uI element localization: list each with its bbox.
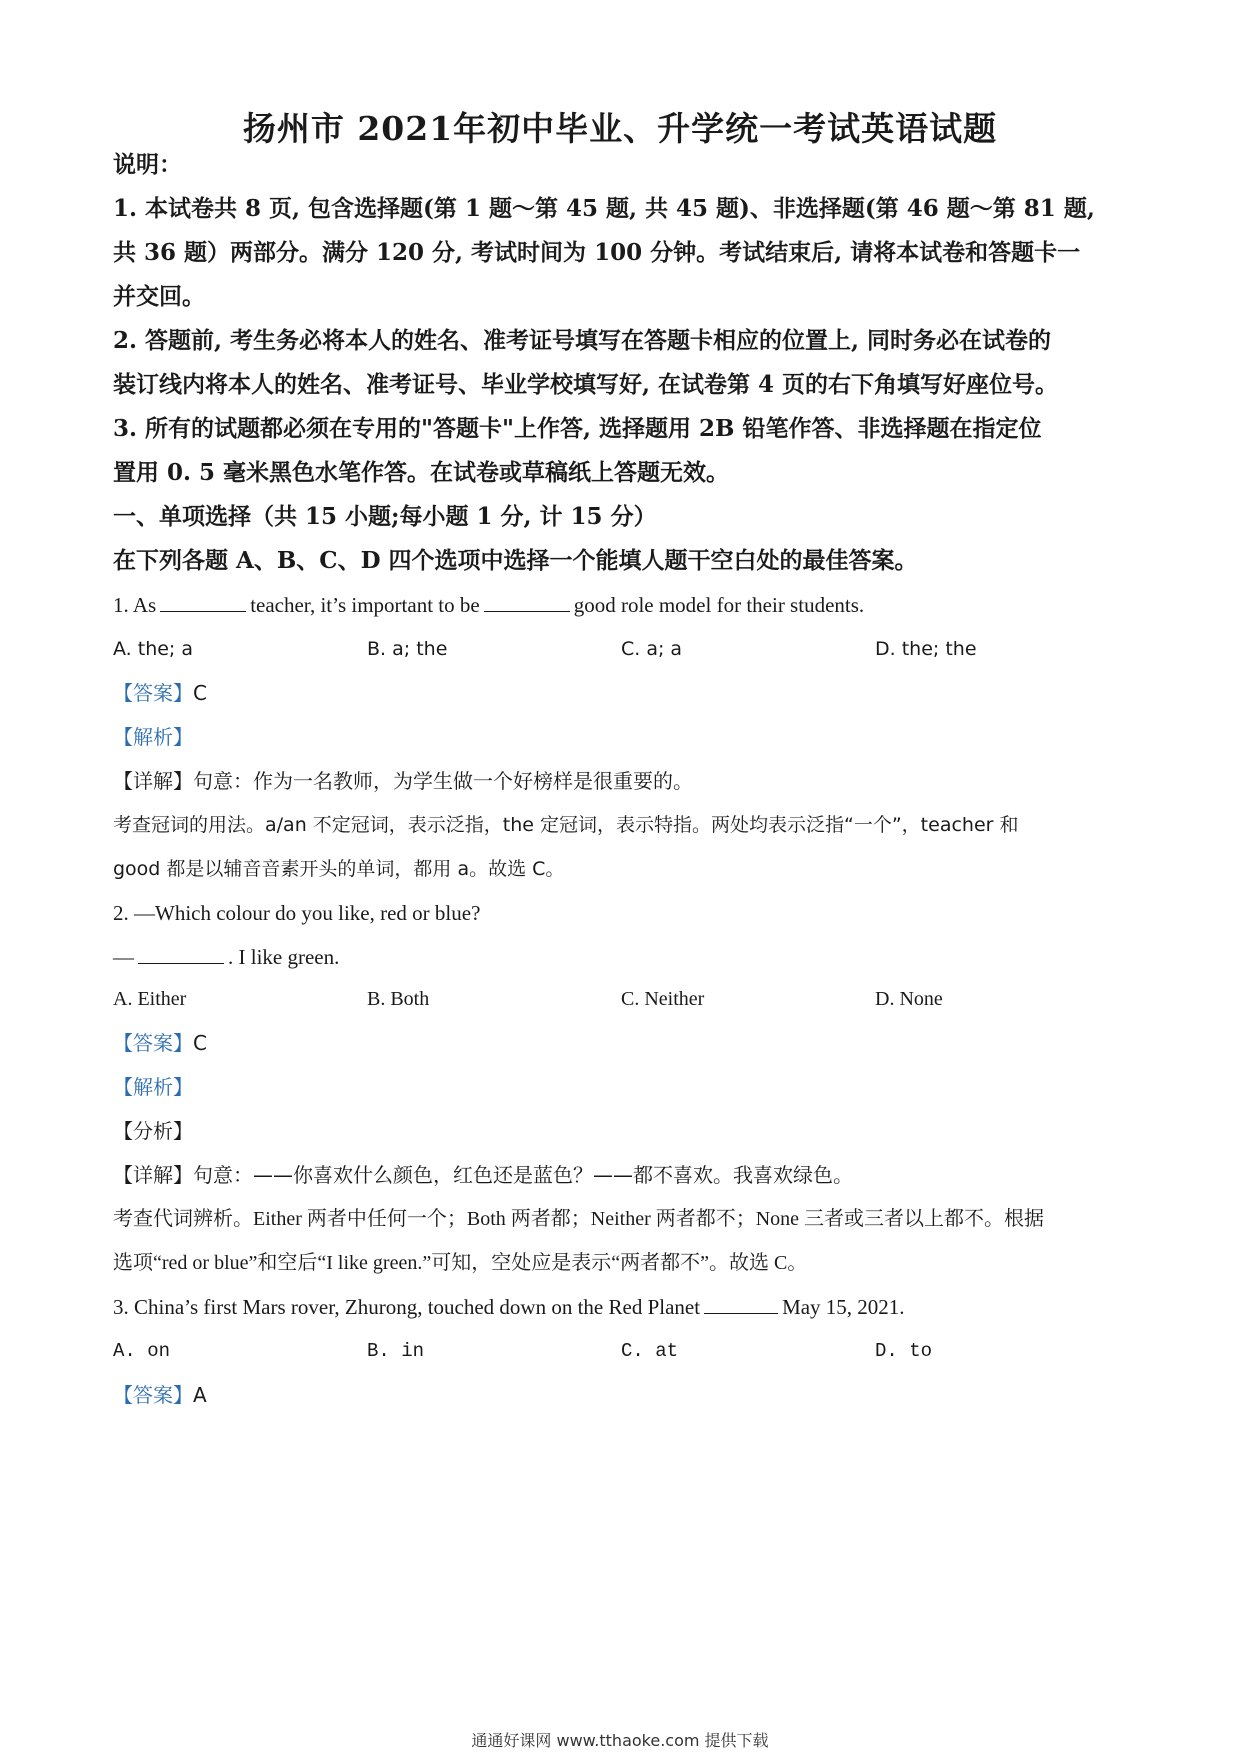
option-a: A. on [113, 1340, 171, 1362]
explanation-line: 考查冠词的用法。a/an 不定冠词，表示泛指，the 定冠词，表示特指。两处均表示泛指“一个”，teacher 和 [113, 814, 1019, 836]
answer-value: C [193, 681, 207, 705]
page-title: 扬州市 2021年初中毕业、升学统一考试英语试题 [242, 109, 998, 148]
answer-line [113, 1380, 1133, 1410]
detail-tag: 【详解】 [113, 1163, 193, 1187]
intro-line: 并交回。 [113, 283, 205, 310]
answer-tag: 【答案】 [113, 681, 193, 705]
question-text: teacher, it’s important to be [250, 593, 480, 617]
option-c: C. Neither [621, 988, 705, 1010]
question-1 [113, 590, 1133, 620]
answer-line [113, 1028, 1133, 1058]
intro-heading: 说明： [113, 151, 182, 178]
answer-blank [160, 591, 246, 612]
intro-line: 1. 本试卷共 8 页, 包含选择题(第 1 题～第 45 题, 共 45 题)、非选择题(第 46 题～第 81 题, [113, 195, 1095, 222]
option-d: D. to [875, 1340, 933, 1362]
question-text: May 15, 2021. [782, 1295, 905, 1319]
option-b: B. in [367, 1340, 425, 1362]
question-2: 2. —Which colour do you like, red or blue? [113, 901, 481, 925]
intro-line: 共 36 题）两部分。满分 120 分, 考试时间为 100 分钟。考试结束后, 请将本试卷和答题卡一 [113, 239, 1081, 266]
intro-line: 置用 0. 5 毫米黑色水笔作答。在试卷或草稿纸上答题无效。 [113, 459, 730, 486]
intro-line: 装订线内将本人的姓名、准考证号、毕业学校填写好, 在试卷第 4 页的右下角填写好座位号。 [113, 371, 1059, 398]
answer-blank [704, 1293, 778, 1314]
question-2-response [113, 942, 1133, 972]
answer-blank [484, 591, 570, 612]
explanation-line: 选项“red or blue”和空后“I like green.”可知，空处应是表示“两者都不”。故选 C。 [113, 1252, 808, 1274]
option-b: B. Both [367, 988, 430, 1010]
section-instruction: 在下列各题 A、B、C、D 四个选项中选择一个能填人题干空白处的最佳答案。 [113, 547, 918, 574]
option-b: B. a; the [367, 638, 448, 660]
fenxi-tag: 【分析】 [113, 1119, 193, 1143]
option-d: D. the; the [875, 638, 977, 660]
option-a: A. the; a [113, 638, 194, 660]
intro-line: 3. 所有的试题都必须在专用的"答题卡"上作答, 选择题用 2B 铅笔作答、非选择题在指定位 [113, 415, 1042, 442]
answer-blank [138, 943, 224, 964]
explanation-line: 考查代词辨析。Either 两者中任何一个；Both 两者都；Neither 两者都不；None 三者或三者以上都不。根据 [113, 1208, 1045, 1230]
intro-line: 2. 答题前, 考生务必将本人的姓名、准考证号填写在答题卡相应的位置上, 同时务必在试卷的 [113, 327, 1052, 354]
answer-value: A [193, 1383, 207, 1407]
answer-tag: 【答案】 [113, 1383, 193, 1407]
detail-text: 句意：——你喜欢什么颜色，红色还是蓝色？——都不喜欢。我喜欢绿色。 [193, 1163, 853, 1187]
detail-line [113, 766, 1133, 796]
option-d: D. None [875, 988, 943, 1010]
detail-text: 句意：作为一名教师，为学生做一个好榜样是很重要的。 [193, 769, 693, 793]
question-text: good role model for their students. [573, 593, 865, 617]
question-text: 3. China’s first Mars rover, Zhurong, touched down on the Red Planet [113, 1295, 701, 1319]
section-title: 一、单项选择（共 15 小题;每小题 1 分, 计 15 分） [113, 503, 657, 530]
option-c: C. at [621, 1340, 679, 1362]
question-3 [113, 1292, 1133, 1322]
analysis-tag: 【解析】 [113, 725, 193, 749]
answer-tag: 【答案】 [113, 1031, 193, 1055]
answer-line [113, 678, 1133, 708]
analysis-tag: 【解析】 [113, 1075, 193, 1099]
detail-line [113, 1160, 1133, 1190]
fenxi-line [113, 1116, 1133, 1146]
question-text: . I like green. [228, 945, 340, 969]
answer-value: C [193, 1031, 207, 1055]
page-footer: 通通好课网 www.tthaoke.com 提供下载 [471, 1731, 769, 1750]
option-c: C. a; a [621, 638, 683, 660]
option-a: A. Either [113, 988, 187, 1010]
analysis-line [113, 722, 1133, 752]
dash: — [113, 945, 134, 969]
detail-tag: 【详解】 [113, 769, 193, 793]
analysis-line [113, 1072, 1133, 1102]
question-text: 1. As [113, 593, 157, 617]
explanation-line: good 都是以辅音音素开头的单词，都用 a。故选 C。 [113, 858, 565, 880]
